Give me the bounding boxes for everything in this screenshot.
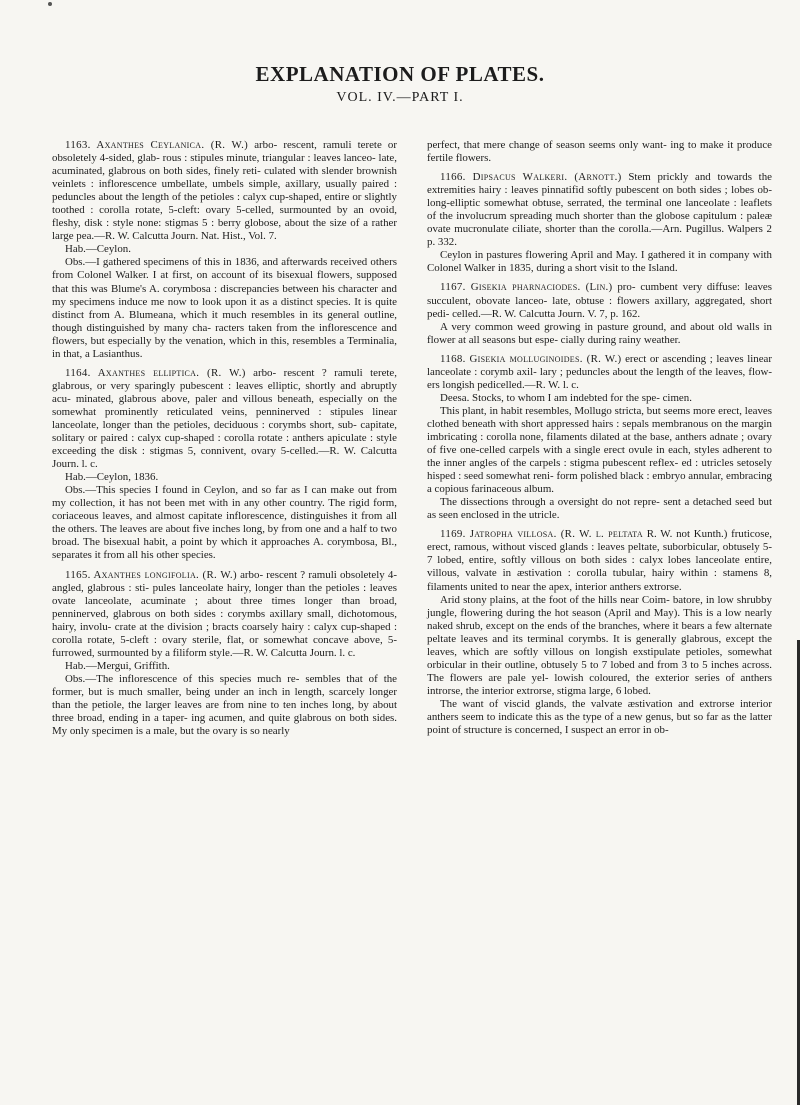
entry-note: The dissections through a oversight do not repre- sent a detached seed but as seen enclosed in the utricle. (427, 496, 772, 522)
entry-body: arbo- rescent ? ramuli obsoletely 4-angled, glabrous : sti- pules lanceolate hairy, longer than the petioles : leaves ovate lanceolate, acuminate ; about three times longer than broad, penninerved, glabrous on both sides : corymbs axillary small, dichotomous, hairy, involu- crate at the division ; bracts coarsely hairy : calyx cup-shaped : corolla rotate, 5-cleft : ovary sterile, flat, or somewhat concave above, 5-furrowed, surmounted by a filiform style.—R. W. Calcutta Journ. l. c. (52, 568, 397, 659)
entry-observation: The want of viscid glands, the valvate æstivation and extrorse interior anthers seem to indicate this as the type of a new genus, but so far as the latter point of structure is concerned, I suspect an error in ob- (427, 697, 772, 737)
entry-1169 (427, 528, 772, 737)
entry-observation: This plant, in habit resembles, Mollugo stricta, but seems more erect, leaves clothed beneath with short appressed hairs : sepals membranous on the margin imbricating : corolla none, filaments dilated at the base, anthers adnate ; ovary of five one-celled carpels with a single erect ovule in each, styles adherent to the inner angles of the carpels : stigma pubescent reflex- ed : utricles setosely hisped : seed somewhat reni- form polished black : embryo annular, embracing a copious farinaceous album. (427, 404, 772, 496)
entry-habitat: Hab.—Ceylon. (65, 243, 131, 256)
entry-1167 (427, 281, 772, 346)
entry-1168 (427, 353, 772, 523)
entry-observation: A very common weed growing in pasture ground, and about old walls in flower at all seasons but espe- cially during rainy weather. (427, 320, 772, 346)
entry-body: R. W. not Kunth.) fruticose, erect, ramous, without visced glands : leaves peltate, suborbicular, obtusely 5-7 lobed, entire, softly villous on both sides : calyx lobes lanceolate entire, villous, valvate in æstivation : corolla tubular, hairy within : stamens 8, filaments united to near the apex, interior anthers extrorse. (427, 528, 773, 593)
entry-observation: Obs.—This species I found in Ceylon, and so far as I can make out from my collection, it has not been met with in any other country. The rigid form, coriaceous leaves, and almost capitate inflorescence, distinguishes it from all the others. The leaves are about five inches long, by from one and a half to two broad. The bisexual habit, a point by which it approaches A. corymbosa, Bl., separates it from all his other species. (52, 484, 397, 562)
left-column (52, 139, 397, 744)
entry-heading: 1168. Gisekia molluginoides. (R. W.) (440, 352, 622, 365)
entry-observation: Obs.—The inflorescence of this species much re- sembles that of the former, but is much smaller, being under an inch in length, scarcely longer than the petiole, the larger leaves are from nine to ten inches long, by about three broad, ending in a taper- ing acumen, and quite glabrous on both sides. My only specimen is a male, but the ovary is so nearly (52, 672, 397, 738)
entry-body: erect or ascending ; leaves linear lanceolate : corymb axil- lary ; peduncles about the length of the leaves, flow- ers longish pedicelled.—R. W. l. c. (427, 352, 772, 391)
entry-1164 (52, 367, 397, 563)
entry-1165 (52, 569, 397, 739)
page-subtitle: VOL. IV.—PART I. (336, 90, 464, 105)
continuation-text (427, 139, 772, 165)
page-title: EXPLANATION OF PLATES. (255, 62, 545, 86)
entry-1163 (52, 139, 397, 361)
entry-body: arbo- rescent, ramuli terete or obsoletely 4-sided, glab- rous : stipules minute, triangular : leaves lanceo- late, acuminated, glabrous on both sides, finely reti- culated with slender brownish veinlets : inflorescence umbellate, umbels simple, axillary, usually paired : peduncles about the length of the petioles : calyx cup-shaped, entire or slightly toothed : corolla rotate, 5-cleft: ovary 5-celled, surmounted by an ovoid, fleshy, disk : style none: stigmas 5 : berry globose, about the size of a rather large pea.—R. W. Calcutta Journ. Nat. Hist., Vol. 7. (52, 139, 397, 243)
entry-habitat: Deesa. Stocks, to whom I am indebted for the spe- cimen. (440, 391, 692, 404)
entry-body: arbo- rescent ? ramuli terete, glabrous, or very sparingly pubescent : leaves elliptic, shortly and abruptly acu- minated, glabrous above, paler and villous beneath, especially on the somewhat prominently reticulated veins, penninerved : stipules linear lanceolate, longer than the petioles, deciduous : corymbs short, sub- capitate, solitary or paired : calyx cup-shaped : corolla rotate : anthers apiculate : style exceeding the disk : stigmas 5, connivent, ovary 5-celled.—R. W. Calcutta Journ. l. c. (52, 366, 397, 471)
entry-observation: Obs.—I gathered specimens of this in 1836, and afterwards received others from Colonel Walker. I at first, on account of its bisexual flowers, supposed that this was Blume's A. corymbosa : discrepancies between his character and my specimens induce me now to look upon it as a distinct species. It is quite distinct from A. Blumeana, which it much resembles in its general outline, though distinguished by many cha- racters taken from the inflorescence and flowers, but especially by the venation, which in this, resembles a Terminalia, in that, a Lasianthus. (52, 256, 397, 360)
right-column (427, 139, 772, 743)
entry-heading: 1165. Axanthes longifolia. (R. W.) (65, 568, 237, 581)
entry-body: Stem prickly and towards the extremities hairy : leaves pinnatifid softly pubescent on both sides ; lobes ob- long-elliptic somewhat obtuse, serrated, the terminal one lanceolate : leaflets of the involucrum spreading much shorter than the globose capitulum : paleæ ovate mucronulate ciliate, shorter than the corolla.—Arn. Pugillus. Walpers 2 p. 332. (427, 171, 772, 249)
print-speck (48, 2, 52, 6)
entry-heading: 1163. Axanthes Ceylanica. (R. W.) (65, 139, 249, 151)
entry-body: pro- cumbent very diffuse: leaves succulent, obovate lanceo- late, obtuse : flowers axillary, aggregated, short pedi- celled.—R. W. Calcutta Journ. V. 7, p. 162. (427, 281, 772, 320)
entry-heading: 1167. Gisekia pharnaciodes. (Lin.) (440, 281, 613, 294)
entry-heading: 1164. Axanthes elliptica. (R. W.) (65, 366, 246, 379)
entry-heading: 1169. Jatropha villosa. (R. W. l. peltata (440, 528, 643, 541)
entry-heading: 1166. Dipsacus Walkeri. (Arnott.) (440, 171, 622, 184)
entry-habitat: Hab.—Mergui, Griffith. (65, 659, 170, 672)
continued-paragraph: perfect, that mere change of season seems only want- ing to make it produce fertile flowers. (427, 139, 772, 165)
entry-1166 (427, 171, 772, 275)
entry-habitat: Arid stony plains, at the foot of the hills near Coim- batore, in low shrubby jungle, flowering during the hot season (April and May). This is a low nearly naked shrub, except on the ends of the branches, where it bears a few alternate peltate leaves and its terminal corymbs. It is generally glabrous, except the leaves, which are softly villous on longish exstipulate petioles, somewhat orbicular in their outline, obtusely 5 to 7 lobed and from 3 to 5 inches across. The flowers are pale yel- lowish coloured, the exterior series of anthers introrse, the interior extrorse, stigma large, 6 lobed. (427, 593, 772, 697)
entry-observation: Ceylon in pastures flowering April and May. I gathered it in company with Colonel Walker in 1835, during a short visit to the Island. (427, 249, 772, 275)
entry-habitat: Hab.—Ceylon, 1836. (65, 471, 159, 484)
